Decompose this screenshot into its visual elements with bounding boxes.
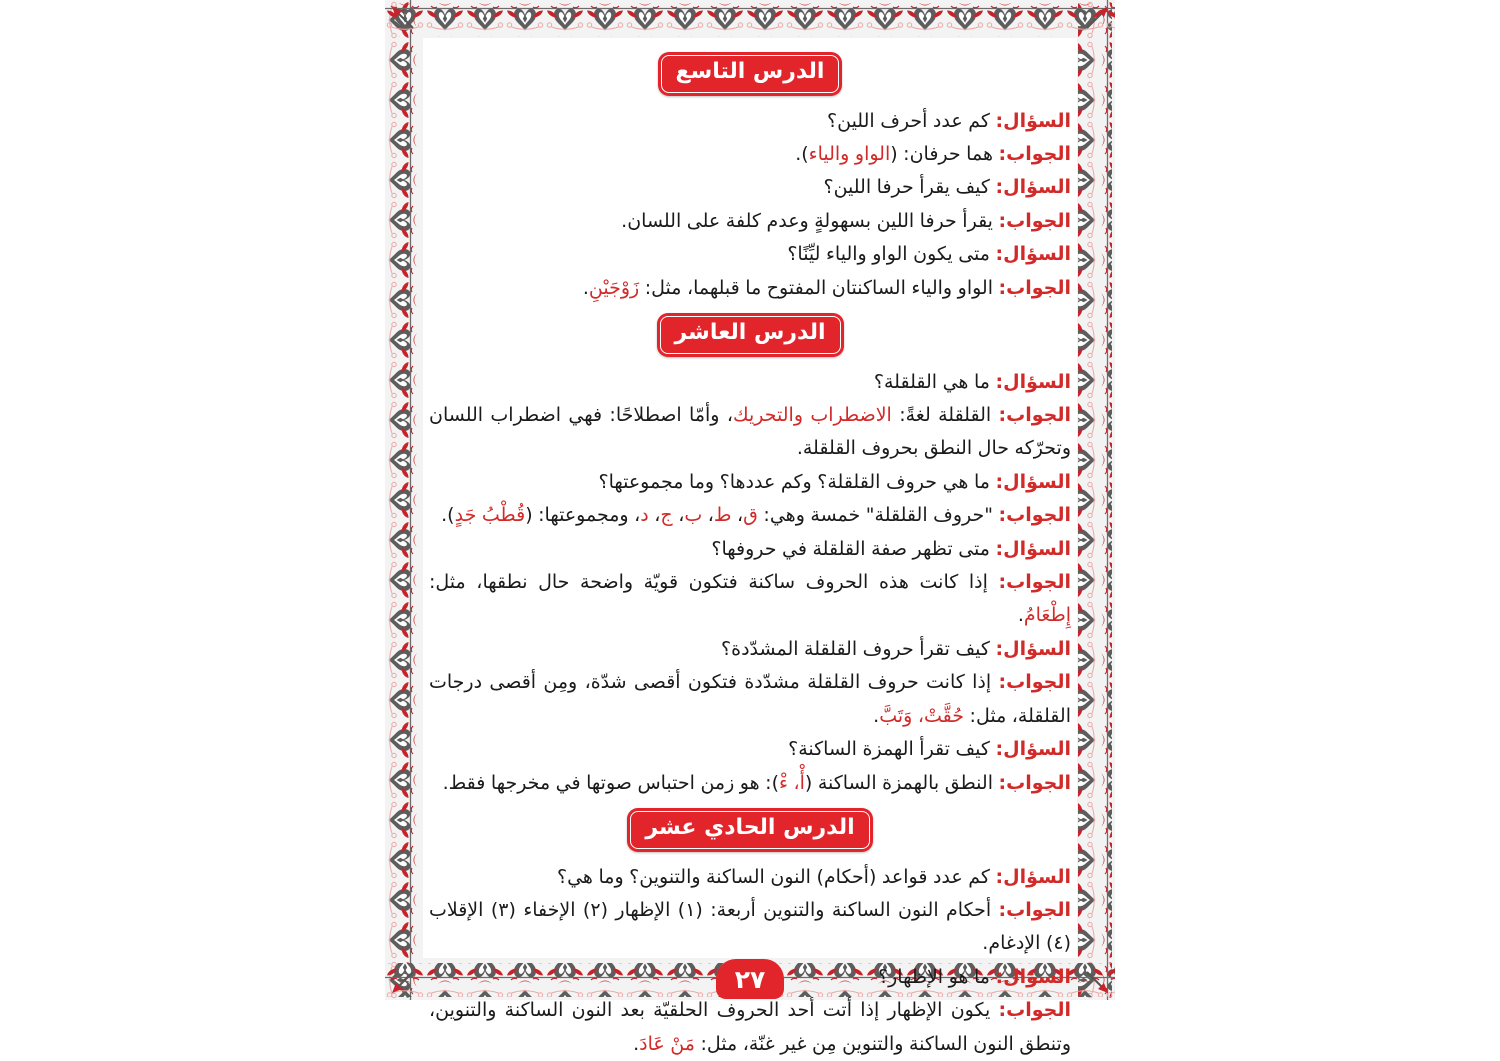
text-segment: . [633,1032,640,1055]
lesson-section [429,52,1071,305]
text-segment: ). [441,504,455,527]
lesson-title: الدرس الحادي عشر [630,811,869,849]
text-segment: إِطْعَامُ [1023,604,1071,627]
answer-label: الجواب: [998,771,1071,794]
text-segment: ما هو الإظهار؟ [878,965,990,988]
text-segment: الاضطراب والتحريك [732,404,892,427]
text-segment: متى تظهر صفة القلقلة في حروفها؟ [711,537,990,560]
question-label: السؤال: [995,109,1071,132]
answer-label: الجواب: [998,209,1071,232]
text-segment: . [582,276,589,299]
answer-line [429,666,1071,733]
text-segment: كيف تقرأ حروف القلقلة المشدّدة؟ [721,637,990,660]
text-segment: ج [660,504,673,527]
text-segment: ب [684,504,703,527]
text-segment: ): هو زمن احتباس صوتها في مخرجها فقط. [442,771,779,794]
text-segment: ، [731,504,744,527]
answer-line [429,399,1071,466]
text-segment: الواو والياء [808,143,891,165]
lesson-header-badge [627,808,872,852]
answer-label: الجواب: [998,276,1071,299]
answer-line [429,894,1071,961]
text-segment: زَوْجَيْنِ [588,276,640,299]
text-segment: إذا كانت هذه الحروف ساكنة فتكون قويّة واضحة حال نطقها، مثل: [429,571,988,594]
page-number: ٢٧ [734,964,766,994]
question-line [429,466,1071,499]
border-left-strip [388,0,422,1000]
lesson-section [429,313,1071,800]
answer-line [429,205,1071,238]
text-segment: حُقَّتْ، وَتَبَّ [879,704,965,727]
text-segment: يقرأ حرفا اللين بسهولةٍ وعدم كلفة على اللسان. [621,209,993,232]
answer-label: الجواب: [998,404,1071,427]
lesson-title: الدرس العاشر [660,316,841,354]
question-line [429,238,1071,271]
text-segment: ، وأمّا اصطلاحًا: فهي اضطراب اللسان وتحرّكه حال النطق بحروف القلقلة. [429,404,1071,460]
text-segment: ما هي القلقلة؟ [873,370,990,393]
text-segment: متى يكون الواو والياء ليِّنًا؟ [787,243,990,266]
text-segment: مَنْ عَادَ [639,1032,695,1055]
answer-line [429,767,1071,800]
question-label: السؤال: [995,738,1071,761]
text-segment: كيف تقرأ الهمزة الساكنة؟ [788,738,990,761]
question-line [429,105,1071,138]
question-line [429,171,1071,204]
answer-line [429,138,1071,171]
text-segment: ، ومجموعتها: ( [525,504,641,527]
question-line [429,366,1071,399]
text-segment: د [640,504,649,527]
border-right-strip [1078,0,1112,1000]
answer-label: الجواب: [998,671,1071,694]
question-label: السؤال: [995,370,1071,393]
question-label: السؤال: [995,176,1071,199]
text-segment: . [873,704,880,727]
text-segment: النطق بالهمزة الساكنة ( [804,771,993,794]
question-label: السؤال: [995,537,1071,560]
question-label: السؤال: [995,637,1071,660]
book-page [385,0,1115,1055]
page-number-badge [716,959,784,999]
question-label: السؤال: [995,865,1071,888]
lesson-title: الدرس التاسع [661,55,840,93]
lesson-header-badge [657,313,844,357]
answer-label: الجواب: [998,504,1071,527]
question-label: السؤال: [995,470,1071,493]
text-segment: ما هي حروف القلقلة؟ وكم عددها؟ وما مجموعتها؟ [598,470,990,493]
text-segment: ، [702,504,714,527]
text-segment: أْ، ءْ [779,771,805,794]
text-segment: . [1017,604,1024,627]
text-segment: قُطْبُ جَدٍ [454,504,526,527]
text-segment: ). [795,143,809,165]
text-segment: الواو والياء الساكنتان المفتوح ما قبلهما، مثل: [639,276,993,299]
text-segment: ق [743,504,758,527]
answer-label: الجواب: [998,898,1071,921]
question-line [429,533,1071,566]
text-segment: ، [648,504,661,527]
text-segment: يكون الإظهار إذا أتت أحد الحروف الحلقيّة بعد النون الساكنة والتنوين، وتنطق النون الساكنة والتنوين مِن غير غنّة، مثل: [429,999,1071,1055]
answer-label: الجواب: [998,999,1071,1022]
text-segment: كم عدد قواعد (أحكام) النون الساكنة والتنوين؟ وما هي؟ [557,865,990,888]
lessons-container [429,52,1071,1061]
text-segment: ط [713,504,732,527]
question-label: السؤال: [995,243,1071,266]
answer-label: الجواب: [998,143,1071,165]
text-segment: إذا كانت حروف القلقلة مشدّدة فتكون أقصى شدّة، ومِن أقصى درجات القلقلة، مثل: [429,671,1071,727]
answer-line [429,566,1071,633]
text-segment: أحكام النون الساكنة والتنوين أربعة: (١) الإظهار (٢) الإخفاء (٣) الإقلاب (٤) الإدغام. [429,898,1071,955]
answer-line [429,272,1071,305]
question-line [429,861,1071,894]
border-top-strip [385,3,1115,37]
text-segment: "حروف القلقلة" خمسة وهي: [757,504,993,527]
question-line [429,733,1071,766]
text-segment: هما حرفان: ( [890,143,993,165]
lesson-section [429,808,1071,1061]
question-label: السؤال: [995,965,1071,988]
text-segment: كم عدد أحرف اللين؟ [827,109,990,132]
answer-label: الجواب: [998,571,1071,594]
text-segment: ، [672,504,685,527]
text-segment: القلقلة لغةً: [891,404,992,427]
question-line [429,633,1071,666]
lesson-header-badge [658,52,843,96]
answer-line [429,994,1071,1061]
text-segment: كيف يقرأ حرفا اللين؟ [823,176,990,199]
answer-line [429,499,1071,532]
